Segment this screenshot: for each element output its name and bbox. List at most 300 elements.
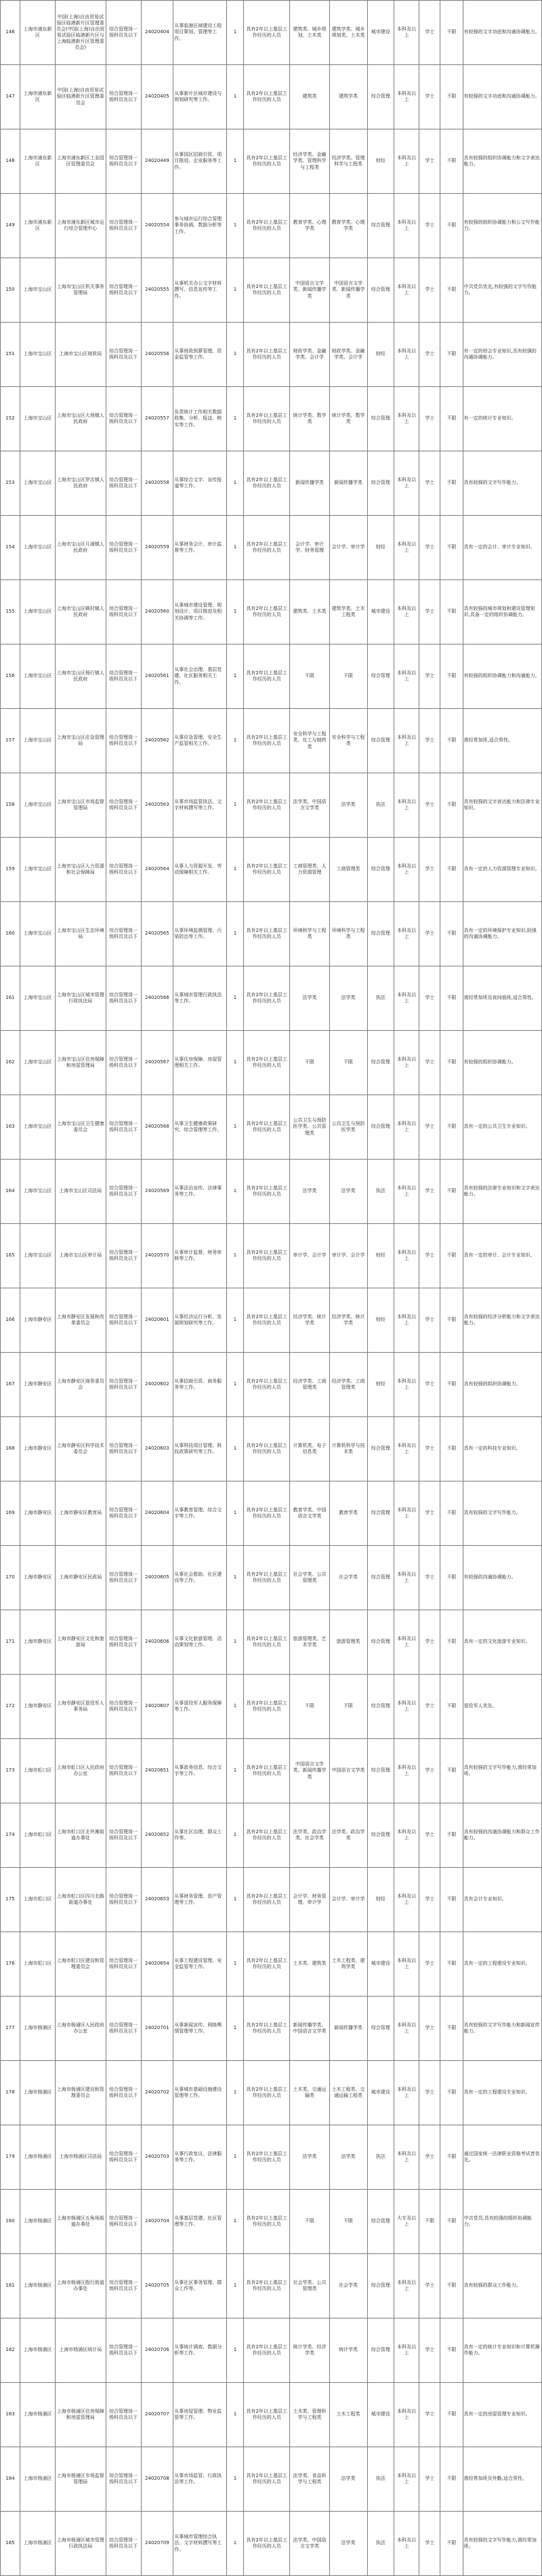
duties-cell: 从事城市管理行政执法等工作。	[173, 966, 227, 1031]
unit-cell: 上海市宝山区司法局	[55, 1160, 106, 1224]
category-cell: 综合管理	[367, 1417, 394, 1481]
table-row	[1, 323, 542, 387]
other-cell: 不限	[440, 966, 463, 1031]
major-undergrad-cell: 不限	[290, 645, 329, 709]
code-cell: 24020559	[141, 516, 173, 580]
count-cell: 1	[227, 2125, 244, 2190]
position-cell: 综合管理岗一级科员及以下	[106, 645, 141, 709]
position-cell: 综合管理岗一级科员及以下	[106, 2125, 141, 2190]
degree-cell: 学士	[419, 2125, 440, 2190]
major-undergrad-cell: 社会学类、公共管理类	[290, 1546, 329, 1610]
seq-cell: 180	[1, 2190, 20, 2254]
duties-cell: 从事城市基础设施建设管理等工作。	[173, 2061, 227, 2125]
seq-cell: 152	[1, 387, 20, 451]
education-cell: 本科及以上	[394, 129, 419, 194]
position-cell: 综合管理岗一级科员及以下	[106, 1868, 141, 1932]
seq-cell: 156	[1, 645, 20, 709]
major-grad-cell: 土木工程类、建筑学类	[329, 1932, 367, 1997]
degree-cell: 学士	[419, 2061, 440, 2125]
table-row	[1, 1868, 542, 1932]
code-cell: 24020404	[141, 1, 173, 65]
count-cell: 1	[227, 2512, 244, 2576]
district-cell: 上海市宝山区	[20, 645, 56, 709]
category-cell: 财经	[367, 516, 394, 580]
other-cell: 不限	[440, 902, 463, 966]
count-cell: 1	[227, 1160, 244, 1224]
category-cell: 综合管理	[367, 65, 394, 129]
seq-cell: 175	[1, 1868, 20, 1932]
duties-cell: 从事政务信息、综合文字等工作。	[173, 1739, 227, 1803]
position-cell: 综合管理岗一级科员及以下	[106, 1160, 141, 1224]
seq-cell: 182	[1, 2318, 20, 2383]
code-cell: 24020562	[141, 709, 173, 773]
other-cell: 不限	[440, 709, 463, 773]
table-row	[1, 580, 542, 645]
code-cell: 24020556	[141, 323, 173, 387]
unit-cell: 上海市宝山区住房保障和房屋管理局	[55, 1031, 106, 1095]
code-cell: 24020652	[141, 1803, 173, 1868]
district-cell: 上海市宝山区	[20, 323, 56, 387]
remark-cell: 具有较强的文字表达能力和法律专业知识。	[463, 773, 541, 838]
major-undergrad-cell: 经济学类、工商管理类	[290, 1353, 329, 1417]
position-cell: 综合管理岗一级科员及以下	[106, 1, 141, 65]
unit-cell: 上海市虹口区人民政府办公室	[55, 1739, 106, 1803]
district-cell: 上海市宝山区	[20, 902, 56, 966]
district-cell: 上海市宝山区	[20, 838, 56, 902]
degree-cell: 学士	[419, 65, 440, 129]
position-cell: 综合管理岗一级科员及以下	[106, 709, 141, 773]
count-cell: 1	[227, 1739, 244, 1803]
degree-cell: 学士	[419, 2254, 440, 2318]
table-row	[1, 2061, 542, 2125]
remark-cell: 有较强的组织协调能力和沟通能力。	[463, 645, 541, 709]
education-cell: 本科及以上	[394, 1932, 419, 1997]
table-row	[1, 1546, 542, 1610]
seq-cell: 162	[1, 1031, 20, 1095]
code-cell: 24020563	[141, 773, 173, 838]
district-cell: 上海市虹口区	[20, 1803, 56, 1868]
major-grad-cell: 计算机科学与技术类	[329, 1417, 367, 1481]
count-cell: 1	[227, 323, 244, 387]
code-cell: 24020561	[141, 645, 173, 709]
position-cell: 综合管理岗一级科员及以下	[106, 2512, 141, 2576]
count-cell: 1	[227, 387, 244, 451]
table-row	[1, 65, 542, 129]
major-grad-cell: 法学类	[329, 966, 367, 1031]
target-cell: 具有2年以上基层工作经历的人员	[243, 1997, 289, 2061]
district-cell: 上海市杨浦区	[20, 2061, 56, 2125]
count-cell: 1	[227, 1481, 244, 1546]
category-cell: 综合管理	[367, 1803, 394, 1868]
table-row	[1, 709, 542, 773]
category-cell: 综合管理	[367, 2318, 394, 2383]
position-cell: 综合管理岗一级科员及以下	[106, 1997, 141, 2061]
table-row	[1, 1160, 542, 1224]
count-cell: 1	[227, 2254, 244, 2318]
remark-cell: 具有较强的组织协调能力。	[463, 1353, 541, 1417]
major-grad-cell: 建筑学类	[329, 65, 367, 129]
category-cell: 执法	[367, 1160, 394, 1224]
other-cell: 不限	[440, 1997, 463, 2061]
count-cell: 1	[227, 1675, 244, 1739]
unit-cell: 上海市静安区教育局	[55, 1481, 106, 1546]
major-undergrad-cell: 土木类、交通运输类	[290, 2061, 329, 2125]
count-cell: 1	[227, 129, 244, 194]
unit-cell: 上海市宝山区市场监督管理局	[55, 773, 106, 838]
district-cell: 上海市浦东新区	[20, 129, 56, 194]
code-cell: 24020568	[141, 1095, 173, 1160]
remark-cell: 通过国家统一法律职业资格考试者优先。	[463, 2125, 541, 2190]
major-grad-cell: 会计学、审计学	[329, 1868, 367, 1932]
unit-cell: 中国(上海)自由贸易试验区临港新片区管理委员会(中国(上海)自由贸易试验区临港新片区与上海临港新片区管理委员会)	[55, 1, 106, 65]
count-cell: 1	[227, 902, 244, 966]
other-cell: 不限	[440, 323, 463, 387]
duties-cell: 从事文化旅游管理、活动策划等工作。	[173, 1610, 227, 1675]
district-cell: 上海市宝山区	[20, 1160, 56, 1224]
major-grad-cell: 不限	[329, 1675, 367, 1739]
position-cell: 综合管理岗一级科员及以下	[106, 1417, 141, 1481]
education-cell: 本科及以上	[394, 65, 419, 129]
seq-cell: 154	[1, 516, 20, 580]
other-cell: 不限	[440, 2318, 463, 2383]
category-cell: 综合管理	[367, 645, 394, 709]
count-cell: 1	[227, 65, 244, 129]
other-cell: 不限	[440, 2512, 463, 2576]
major-grad-cell: 经济学类、工商管理类	[329, 1353, 367, 1417]
major-grad-cell: 新闻传播学类	[329, 1997, 367, 2061]
unit-cell: 上海市宝山区罗店镇人民政府	[55, 451, 106, 516]
major-grad-cell: 法学类	[329, 773, 367, 838]
unit-cell: 上海市宝山区人力资源和社会保障局	[55, 838, 106, 902]
seq-cell: 153	[1, 451, 20, 516]
duties-cell: 从事人力资源开发、劳动保障相关工作。	[173, 838, 227, 902]
education-cell: 本科及以上	[394, 1997, 419, 2061]
major-grad-cell: 法学类	[329, 1160, 367, 1224]
seq-cell: 147	[1, 65, 20, 129]
district-cell: 上海市虹口区	[20, 1868, 56, 1932]
degree-cell: 学士	[419, 323, 440, 387]
major-undergrad-cell: 教育学类、中国语言文学类	[290, 1481, 329, 1546]
position-cell: 综合管理岗一级科员及以下	[106, 2447, 141, 2512]
other-cell: 不限	[440, 1868, 463, 1932]
education-cell: 本科及以上	[394, 1224, 419, 1288]
remark-cell: 需经常加班,适合男性。	[463, 709, 541, 773]
education-cell: 本科及以上	[394, 1803, 419, 1868]
education-cell: 本科及以上	[394, 838, 419, 902]
position-cell: 综合管理岗一级科员及以下	[106, 1224, 141, 1288]
position-cell: 综合管理岗一级科员及以下	[106, 2383, 141, 2447]
category-cell: 执法	[367, 2447, 394, 2512]
position-cell: 综合管理岗一级科员及以下	[106, 1095, 141, 1160]
code-cell: 24020564	[141, 838, 173, 902]
duties-cell: 从事机关办公文字材料撰写、信息宣传等工作。	[173, 258, 227, 323]
seq-cell: 166	[1, 1288, 20, 1353]
degree-cell: 学士	[419, 1868, 440, 1932]
count-cell: 1	[227, 773, 244, 838]
position-cell: 综合管理岗一级科员及以下	[106, 1546, 141, 1610]
district-cell: 上海市浦东新区	[20, 65, 56, 129]
code-cell: 24020604	[141, 1481, 173, 1546]
table-row	[1, 1095, 542, 1160]
code-cell: 24020554	[141, 194, 173, 258]
education-cell: 本科及以上	[394, 2318, 419, 2383]
education-cell: 本科及以上	[394, 451, 419, 516]
major-undergrad-cell: 建筑类	[290, 65, 329, 129]
major-grad-cell: 旅游管理类	[329, 1610, 367, 1675]
education-cell: 本科及以上	[394, 1546, 419, 1610]
major-undergrad-cell: 会计学、审计学、财务管理	[290, 516, 329, 580]
remark-cell: 具有较强的经济分析能力和文字表达能力。	[463, 1288, 541, 1353]
category-cell: 综合管理	[367, 1481, 394, 1546]
education-cell: 本科及以上	[394, 194, 419, 258]
degree-cell: 学士	[419, 2383, 440, 2447]
remark-cell: 具有一定的公共卫生专业知识。	[463, 1095, 541, 1160]
category-cell: 综合管理	[367, 387, 394, 451]
district-cell: 上海市虹口区	[20, 1739, 56, 1803]
position-cell: 综合管理岗一级科员及以下	[106, 773, 141, 838]
education-cell: 本科及以上	[394, 1417, 419, 1481]
other-cell: 不限	[440, 1353, 463, 1417]
count-cell: 1	[227, 258, 244, 323]
seq-cell: 181	[1, 2254, 20, 2318]
category-cell: 综合管理	[367, 1610, 394, 1675]
degree-cell: 学士	[419, 580, 440, 645]
position-cell: 综合管理岗一级科员及以下	[106, 129, 141, 194]
category-cell: 综合管理	[367, 838, 394, 902]
code-cell: 24020560	[141, 580, 173, 645]
category-cell: 综合管理	[367, 1739, 394, 1803]
major-grad-cell: 教育学类、心理学类	[329, 194, 367, 258]
district-cell: 上海市杨浦区	[20, 2447, 56, 2512]
education-cell: 本科及以上	[394, 902, 419, 966]
position-cell: 综合管理岗一级科员及以下	[106, 387, 141, 451]
code-cell: 24020565	[141, 902, 173, 966]
code-cell: 24020601	[141, 1288, 173, 1353]
target-cell: 具有2年以上基层工作经历的人员	[243, 1546, 289, 1610]
table-row	[1, 516, 542, 580]
degree-cell: 学士	[419, 1675, 440, 1739]
education-cell: 本科及以上	[394, 773, 419, 838]
position-cell: 综合管理岗一级科员及以下	[106, 194, 141, 258]
unit-cell: 上海市杨浦区城市管理行政执法局	[55, 2512, 106, 2576]
target-cell: 具有2年以上基层工作经历的人员	[243, 1417, 289, 1481]
remark-cell: 具有一定的环境保护专业知识,较强的沟通协调能力。	[463, 902, 541, 966]
position-cell: 综合管理岗一级科员及以下	[106, 516, 141, 580]
degree-cell: 学士	[419, 1997, 440, 2061]
district-cell: 上海市宝山区	[20, 258, 56, 323]
major-undergrad-cell: 法学类	[290, 1160, 329, 1224]
duties-cell: 从事审计监督、财务审核等工作。	[173, 1224, 227, 1288]
code-cell: 24020704	[141, 2190, 173, 2254]
other-cell: 不限	[440, 258, 463, 323]
degree-cell: 学士	[419, 451, 440, 516]
other-cell: 不限	[440, 1546, 463, 1610]
major-grad-cell: 统计学类	[329, 2318, 367, 2383]
position-cell: 综合管理岗一级科员及以下	[106, 2190, 141, 2254]
major-grad-cell: 土木工程类	[329, 2383, 367, 2447]
position-cell: 综合管理岗一级科员及以下	[106, 1610, 141, 1675]
unit-cell: 上海市静安区科学技术委员会	[55, 1417, 106, 1481]
table-row	[1, 1224, 542, 1288]
code-cell: 24020566	[141, 966, 173, 1031]
table-body	[1, 1, 542, 2576]
degree-cell: 学士	[419, 1031, 440, 1095]
major-grad-cell: 中国语言文学类、新闻传播学类	[329, 258, 367, 323]
target-cell: 具有2年以上基层工作经历的人员	[243, 1932, 289, 1997]
position-cell: 综合管理岗一级科员及以下	[106, 451, 141, 516]
table-row	[1, 2447, 542, 2512]
count-cell: 1	[227, 709, 244, 773]
district-cell: 上海市杨浦区	[20, 2383, 56, 2447]
category-cell: 综合管理	[367, 709, 394, 773]
major-undergrad-cell: 新闻传播学类、中国语言文学类	[290, 1997, 329, 2061]
education-cell: 本科及以上	[394, 645, 419, 709]
code-cell: 24020606	[141, 1610, 173, 1675]
education-cell: 本科及以上	[394, 2125, 419, 2190]
seq-cell: 160	[1, 902, 20, 966]
target-cell: 具有2年以上基层工作经历的人员	[243, 2254, 289, 2318]
remark-cell: 需经常加班及外勤,适合男性。	[463, 2447, 541, 2512]
degree-cell: 学士	[419, 2447, 440, 2512]
target-cell: 具有2年以上基层工作经历的人员	[243, 1675, 289, 1739]
remark-cell: 具有会计专业知识。	[463, 1868, 541, 1932]
table-row	[1, 1031, 542, 1095]
district-cell: 上海市静安区	[20, 1288, 56, 1353]
degree-cell: 学士	[419, 1, 440, 65]
count-cell: 1	[227, 1932, 244, 1997]
target-cell: 具有2年以上基层工作经历的人员	[243, 838, 289, 902]
category-cell: 财经	[367, 1224, 394, 1288]
major-undergrad-cell: 计算机类、电子信息类	[290, 1417, 329, 1481]
education-cell: 本科及以上	[394, 1868, 419, 1932]
major-undergrad-cell: 法学类	[290, 2125, 329, 2190]
code-cell: 24020706	[141, 2318, 173, 2383]
code-cell: 24020654	[141, 1932, 173, 1997]
education-cell: 本科及以上	[394, 2061, 419, 2125]
code-cell: 24020703	[141, 2125, 173, 2190]
education-cell: 大专及以上	[394, 2190, 419, 2254]
other-cell: 不限	[440, 645, 463, 709]
duties-cell: 从事综合文字、宣传报道等工作。	[173, 451, 227, 516]
seq-cell: 157	[1, 709, 20, 773]
district-cell: 上海市宝山区	[20, 966, 56, 1031]
major-undergrad-cell: 旅游管理类、艺术学类	[290, 1610, 329, 1675]
seq-cell: 165	[1, 1224, 20, 1288]
degree-cell: 学士	[419, 709, 440, 773]
code-cell: 24020558	[141, 451, 173, 516]
remark-cell: 具有较强的文字写作能力和新闻宣传能力。	[463, 1997, 541, 2061]
remark-cell: 具有较强的文字写作能力。	[463, 451, 541, 516]
major-grad-cell: 法学类	[329, 2512, 367, 2576]
remark-cell: 具有一定的房屋管理专业知识。	[463, 2383, 541, 2447]
position-cell: 综合管理岗一级科员及以下	[106, 1675, 141, 1739]
other-cell: 不限	[440, 1224, 463, 1288]
district-cell: 上海市宝山区	[20, 451, 56, 516]
degree-cell: 学士	[419, 516, 440, 580]
position-cell: 综合管理岗一级科员及以下	[106, 2061, 141, 2125]
seq-cell: 170	[1, 1546, 20, 1610]
target-cell: 具有2年以上基层工作经历的人员	[243, 2190, 289, 2254]
education-cell: 本科及以上	[394, 1353, 419, 1417]
duties-cell: 从事行政复议、法律服务等工作。	[173, 2125, 227, 2190]
major-undergrad-cell: 统计学类、经济学类	[290, 2318, 329, 2383]
education-cell: 本科及以上	[394, 1288, 419, 1353]
target-cell: 具有2年以上基层工作经历的人员	[243, 773, 289, 838]
major-undergrad-cell: 环境科学与工程类	[290, 902, 329, 966]
seq-cell: 168	[1, 1417, 20, 1481]
position-cell: 综合管理岗一级科员及以下	[106, 1353, 141, 1417]
table-row	[1, 194, 542, 258]
table-row	[1, 2254, 542, 2318]
code-cell: 24020569	[141, 1160, 173, 1224]
seq-cell: 163	[1, 1095, 20, 1160]
major-grad-cell: 土木工程类、交通运输工程类	[329, 2061, 367, 2125]
remark-cell: 退役军人优先。	[463, 1675, 541, 1739]
code-cell: 24020555	[141, 258, 173, 323]
major-grad-cell: 不限	[329, 1031, 367, 1095]
major-grad-cell: 审计学、会计学	[329, 1224, 367, 1288]
major-undergrad-cell: 土木类、管理科学与工程类	[290, 2383, 329, 2447]
target-cell: 具有2年以上基层工作经历的人员	[243, 1288, 289, 1353]
unit-cell: 上海市宝山区大场镇人民政府	[55, 387, 106, 451]
duties-cell: 从事卫生健康政策研究、综合管理等工作。	[173, 1095, 227, 1160]
unit-cell: 上海市静安区文化和旅游局	[55, 1610, 106, 1675]
count-cell: 1	[227, 2383, 244, 2447]
duties-cell: 从事市场监管执法、文字材料撰写等工作。	[173, 773, 227, 838]
district-cell: 上海市虹口区	[20, 1932, 56, 1997]
seq-cell: 155	[1, 580, 20, 645]
degree-cell: 学士	[419, 1481, 440, 1546]
position-cell: 综合管理岗一级科员及以下	[106, 323, 141, 387]
major-grad-cell: 安全科学与工程类	[329, 709, 367, 773]
target-cell: 具有2年以上基层工作经历的人员	[243, 258, 289, 323]
position-cell: 综合管理岗一级科员及以下	[106, 580, 141, 645]
other-cell: 不限	[440, 65, 463, 129]
table-row	[1, 838, 542, 902]
code-cell: 24020651	[141, 1739, 173, 1803]
major-grad-cell: 建筑学类、城乡规划类、土木类	[329, 1, 367, 65]
education-cell: 本科及以上	[394, 709, 419, 773]
other-cell: 不限	[440, 1288, 463, 1353]
degree-cell: 学士	[419, 1353, 440, 1417]
district-cell: 上海市浦东新区	[20, 1, 56, 65]
remark-cell: 具有较强的城市规划和建设管理知识,具备一定的组织协调能力。	[463, 580, 541, 645]
count-cell: 1	[227, 1546, 244, 1610]
category-cell: 综合管理	[367, 451, 394, 516]
degree-cell: 学士	[419, 1610, 440, 1675]
table-row	[1, 258, 542, 323]
count-cell: 1	[227, 838, 244, 902]
degree-cell: 学士	[419, 194, 440, 258]
count-cell: 1	[227, 451, 244, 516]
unit-cell: 上海市宝山区财政局	[55, 323, 106, 387]
code-cell: 24020702	[141, 2061, 173, 2125]
remark-cell: 有较强的文字功底和沟通协调能力。	[463, 1, 541, 65]
major-grad-cell: 法学类	[329, 2447, 367, 2512]
major-grad-cell: 不限	[329, 2190, 367, 2254]
unit-cell: 上海市杨浦区人民政府办公室	[55, 1997, 106, 2061]
duties-cell: 从事退役军人服务保障等工作。	[173, 1675, 227, 1739]
duties-cell: 从事基层党建、社区管理等工作。	[173, 2190, 227, 2254]
category-cell: 城市建设	[367, 1932, 394, 1997]
other-cell: 不限	[440, 194, 463, 258]
degree-cell: 学士	[419, 1739, 440, 1803]
degree-cell: 学士	[419, 258, 440, 323]
table-row	[1, 2318, 542, 2383]
category-cell: 财经	[367, 1353, 394, 1417]
degree-cell: 学士	[419, 1932, 440, 1997]
major-undergrad-cell: 建筑类、土木类	[290, 580, 329, 645]
